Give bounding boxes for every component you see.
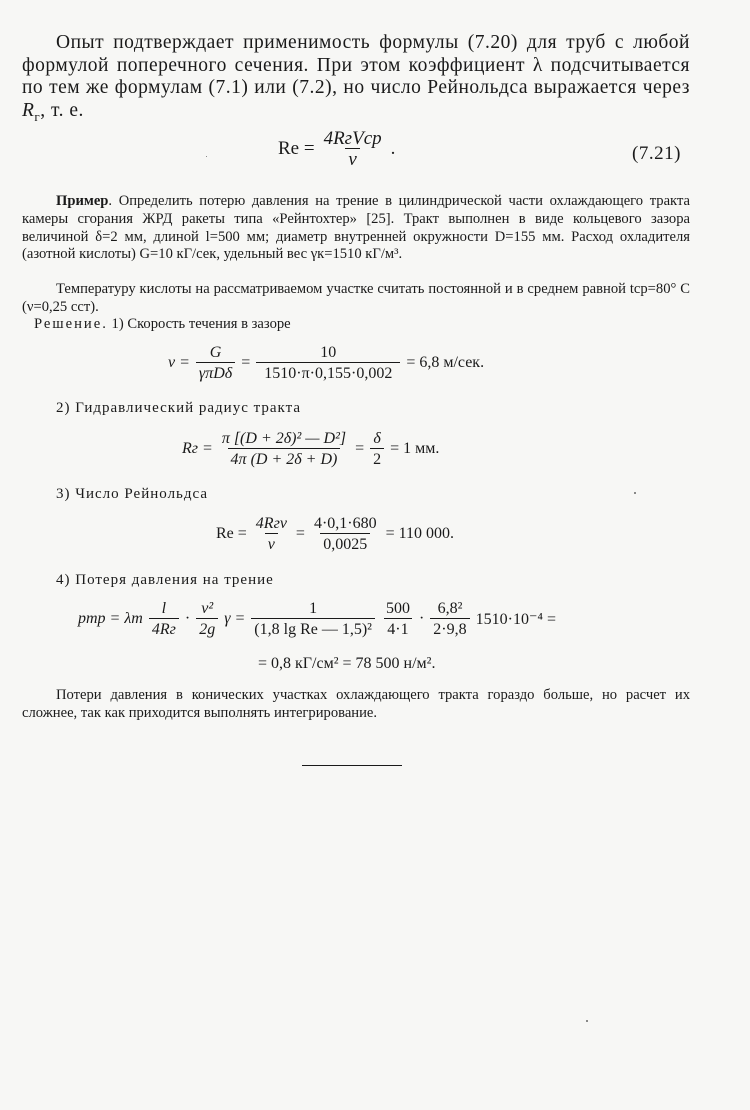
eq-v-fraction-2 [256, 344, 400, 382]
eq-7-21-numerator: 4RгVср [323, 128, 382, 149]
temperature-text: Температуру кислоты на рассматриваемом участке считать постоянной и в среднем равной tср=80° С (ν=0,25 сст). [22, 281, 690, 315]
section-end-rule [302, 765, 402, 766]
eq-p-dot-1: · [184, 610, 191, 627]
scan-speck [586, 1020, 588, 1022]
example-label: Пример [56, 193, 109, 209]
conclusion-text: Потери давления в конических участках охлаждающего тракта гораздо больше, но расчет их сложнее, так как приходится выполнять интегрирование. [22, 687, 690, 721]
eq-7-21-fraction [321, 130, 385, 168]
eq-p-f3-numerator: 1 [309, 600, 318, 617]
eq-r-fraction-2 [370, 430, 384, 468]
eq-p-fraction-4 [383, 600, 413, 638]
eq-re-result: = 110 000. [385, 525, 455, 542]
eq-re-f1-numerator: 4Rгv [255, 515, 287, 532]
eq-re-f2-denominator: 0,0025 [320, 533, 370, 553]
eq-p-result: = 0,8 кГ/см² = 78 500 н/м². [258, 655, 436, 672]
temperature-paragraph [22, 281, 690, 317]
eq-p-fraction-2 [196, 600, 218, 638]
intro-text: Опыт подтверждает применимость формулы (7.20) для труб с любой формулой поперечного сечения. При этом коэффициент λ подсчитывается по тем же формулам (7.1) или (7.2), но число Рейнольдса выражается через [22, 32, 690, 98]
eq-p-lhs: pтр = λт [78, 610, 143, 627]
equation-reynolds [214, 515, 456, 553]
solution-line [22, 316, 690, 334]
eq-r-fraction-1 [219, 430, 349, 468]
step-1-label: 1) Скорость течения в зазоре [111, 316, 291, 332]
intro-text-end: , т. е. [40, 99, 84, 121]
eq-r-lhs: Rг = [182, 440, 213, 457]
eq-p-f1-denominator: 4Rг [149, 618, 179, 638]
eq-v-f1-numerator: G [209, 344, 222, 361]
equation-velocity [166, 344, 486, 382]
equation-hydraulic-radius [180, 430, 441, 468]
scan-speck [206, 156, 207, 157]
eq-p-fraction-1 [149, 600, 179, 638]
eq-p-gamma-equals: γ = [224, 610, 246, 627]
eq-p-f4-numerator: 500 [385, 600, 410, 617]
eq-7-21-denominator: ν [345, 148, 359, 168]
eq-v-lhs: v = [168, 354, 190, 371]
example-text: . Определить потерю давления на трение в цилиндрической части охлаждающего тракта камеры сгорания ЖРД ракеты типа «Рейнтохтер» [25]. Тракт выполнен в виде кольцевого зазора величиной δ=2 мм, длиной l=500 мм; диаметр внутренней окружности D=155 мм. Расход охладителя (азотной кислоты) G=10 кГ/сек, удельный вес γк=1510 кГ/м³. [22, 193, 690, 263]
eq-p-dot-2: · [418, 610, 425, 627]
eq-r-f2-numerator: δ [373, 430, 381, 447]
eq-p-f5-denominator: 2·9,8 [430, 618, 469, 638]
eq-7-21-lhs: Re = [278, 138, 315, 159]
eq-re-fraction-1 [253, 515, 290, 553]
equation-number: (7.21) [632, 143, 681, 164]
eq-p-f2-denominator: 2g [196, 618, 218, 638]
scan-speck [634, 492, 636, 494]
eq-p-f4-denominator: 4·1 [384, 618, 411, 638]
example-paragraph [22, 193, 690, 264]
eq-r-f1-denominator: 4π (D + 2δ + D) [228, 448, 341, 468]
eq-v-result: = 6,8 м/сек. [406, 354, 485, 371]
eq-v-f1-denominator: γπDδ [196, 362, 235, 382]
eq-r-f1-numerator: π [(D + 2δ)² — D²] [221, 430, 347, 447]
intro-var: R [22, 99, 35, 121]
eq-r-f2-denominator: 2 [370, 448, 384, 468]
eq-7-21-tail: . [390, 138, 396, 159]
eq-p-tail: 1510·10⁻⁴ = [475, 611, 556, 628]
eq-re-equals: = [295, 525, 305, 542]
eq-v-fraction-1 [196, 344, 235, 382]
equation-7-21 [276, 130, 397, 168]
eq-v-f2-denominator: 1510·π·0,155·0,002 [256, 362, 400, 382]
eq-p-f3-denominator: (1,8 lg Re — 1,5)² [251, 618, 375, 638]
eq-r-equals: = [355, 440, 365, 457]
eq-p-f1-numerator: l [161, 600, 167, 617]
equation-pressure-result [256, 655, 437, 673]
step-2-label: 2) Гидравлический радиус тракта [56, 400, 301, 416]
eq-p-f2-numerator: v² [201, 600, 214, 617]
eq-re-fraction-2 [311, 515, 380, 553]
eq-v-f2-numerator: 10 [320, 344, 337, 361]
step-4-label: 4) Потеря давления на трение [56, 572, 274, 588]
equation-pressure-loss [76, 600, 558, 638]
step-3-label: 3) Число Рейнольдса [56, 486, 209, 502]
eq-p-f5-numerator: 6,8² [437, 600, 463, 617]
eq-re-f2-numerator: 4·0,1·680 [313, 515, 377, 532]
conclusion-paragraph [22, 687, 690, 723]
eq-re-f1-denominator: ν [265, 533, 278, 553]
eq-p-fraction-5 [430, 600, 469, 638]
eq-r-result: = 1 мм. [390, 440, 440, 457]
solution-label: Решение. [34, 316, 108, 332]
intro-var-sub: г [34, 108, 41, 124]
intro-paragraph [22, 32, 690, 128]
eq-v-equals: = [241, 354, 251, 371]
eq-re-lhs: Re = [216, 525, 247, 542]
eq-p-fraction-3 [251, 600, 375, 638]
